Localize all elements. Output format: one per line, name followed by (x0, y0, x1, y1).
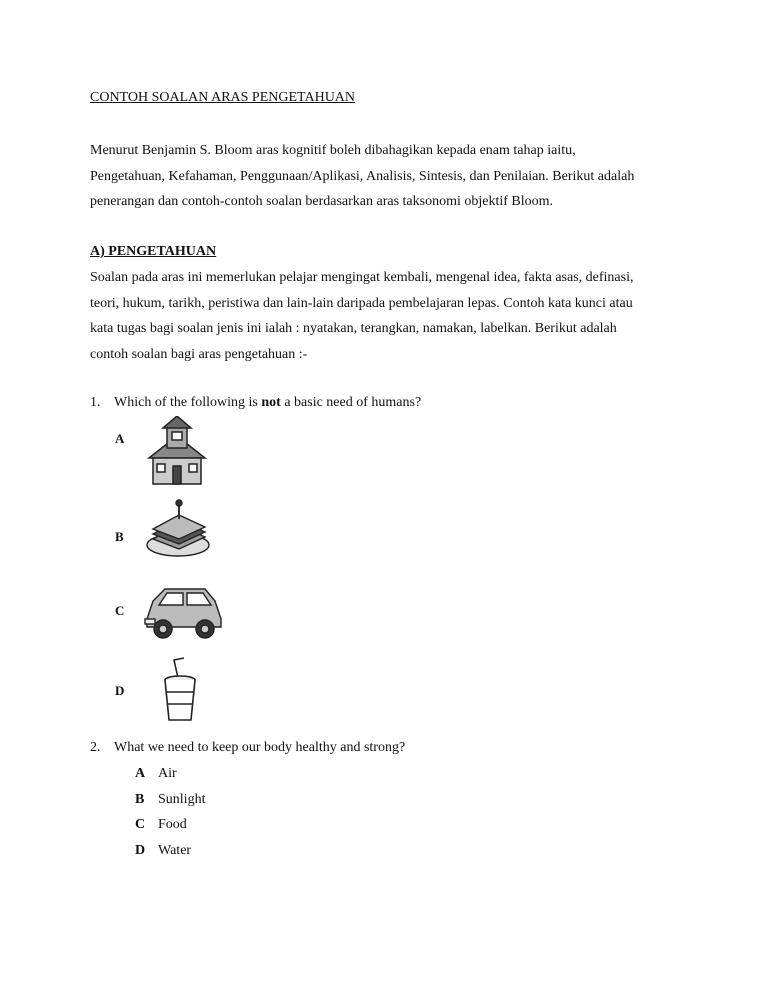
question-emphasis: not (261, 395, 281, 410)
section-line: contoh soalan bagi aras pengetahuan :- (90, 346, 308, 362)
sandwich-icon (145, 499, 211, 559)
intro-paragraph (90, 138, 690, 215)
option-letter-d: D (115, 683, 125, 698)
section-line: Soalan pada aras ini memerlukan pelajar mengingat kembali, mengenal idea, fakta asas, definasi, (90, 270, 634, 285)
option-letter-b: B (115, 529, 124, 544)
question-2 (90, 740, 405, 756)
question-1 (90, 395, 421, 411)
question-text: What we need to keep our body healthy and strong? (114, 740, 406, 755)
option-letter: B (135, 792, 145, 807)
page-title: CONTOH SOALAN ARAS PENGETAHUAN (90, 90, 356, 105)
car-icon (143, 583, 225, 641)
section-paragraph (90, 265, 690, 367)
option-text: Air (158, 766, 177, 781)
option-letter: A (135, 766, 146, 781)
intro-line: Menurut Benjamin S. Bloom aras kognitif boleh dibahagikan kepada enam tahap iaitu, (90, 143, 576, 158)
section-line: kata tugas bagi soalan jenis ini ialah : nyatakan, terangkan, namakan, labelkan. Berikut adalah (90, 321, 617, 336)
option-letter-c: C (115, 603, 125, 618)
intro-line: penerangan dan contoh-contoh soalan berdasarkan aras taksonomi objektif Bloom. (90, 194, 554, 209)
intro-line: Pengetahuan, Kefahaman, Penggunaan/Aplikasi, Analisis, Sintesis, dan Penilaian. Berikut adalah (90, 168, 635, 184)
question-text: a basic need of humans? (280, 395, 422, 410)
option-letter-a: A (115, 431, 125, 446)
answer-option-b (135, 792, 205, 808)
answer-option-c (135, 817, 187, 833)
option-text: Food (158, 817, 187, 832)
section-heading: A) PENGETAHUAN (90, 244, 217, 259)
section-line: teori, hukum, tarikh, peristiwa dan lain-lain daripada pembelajaran lepas. Contoh kata kunci atau (90, 295, 633, 311)
question-text: Which of the following is (114, 395, 262, 410)
option-letter: C (135, 817, 146, 832)
option-text: Sunlight (158, 792, 206, 807)
question-number: 1. (90, 395, 101, 410)
drink-cup-icon (160, 656, 200, 724)
answer-option-a (135, 766, 177, 782)
option-text: Water (158, 843, 192, 858)
house-icon (143, 416, 211, 486)
question-number: 2. (90, 740, 101, 755)
option-letter: D (135, 843, 146, 858)
answer-option-d (135, 843, 191, 859)
